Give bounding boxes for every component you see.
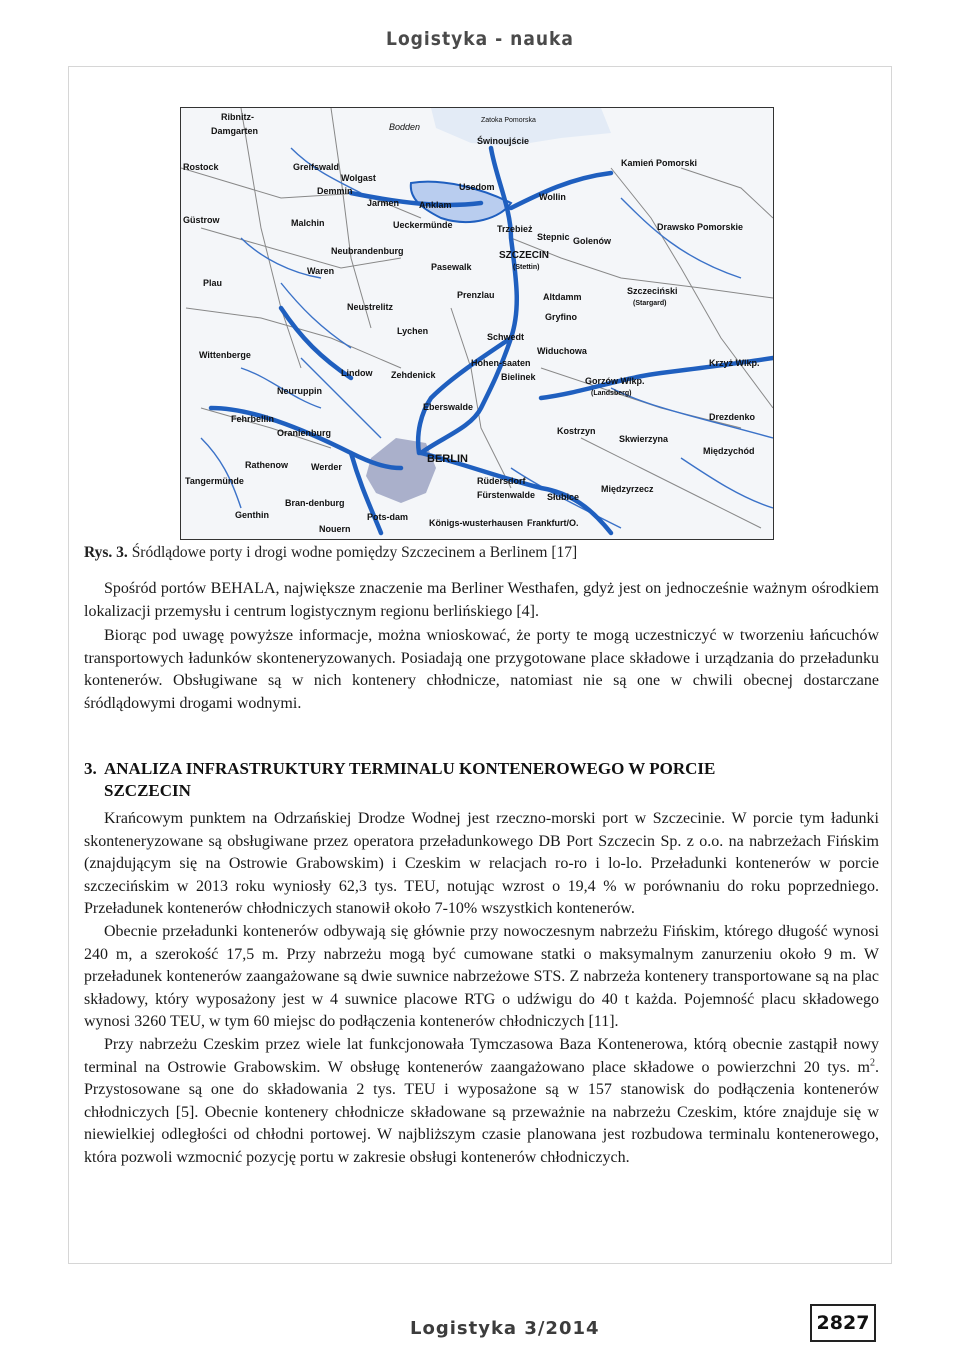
map-label-damgarten: Damgarten xyxy=(211,126,259,136)
map-label-stettin: (Stettin) xyxy=(513,264,540,271)
map-label-zehdenick: Zehdenick xyxy=(391,370,436,380)
map-label-neuruppin: Neuruppin xyxy=(277,386,322,396)
map-label-skwierzyna: Skwierzyna xyxy=(619,434,669,444)
paragraph-conclusion: Biorąc pod uwagę powyższe informacje, można wnioskować, że porty te mogą uczestniczyć w tworzeniu łańcuchów transportowych ładunków skonteneryzowanych. Posiadają one przygotowane place składowe i urządzania do przeładunku kontenerów. Obsługiwane są w nich kontenery chłodnicze, natomiast nie są one w chwili obecnej dostarczane śródlądowymi drogami wodnymi. xyxy=(84,627,879,712)
area-unit-superscript: 2 xyxy=(870,1057,875,1069)
map-label-kamien: Kamień Pomorski xyxy=(621,158,698,168)
map-label-wolgast: Wolgast xyxy=(341,173,376,183)
map-label-landsberg: (Landsberg) xyxy=(591,390,632,397)
paragraph-westhafen: Spośród portów BEHALA, największe znaczenie ma Berliner Westhafen, gdyż jest on jednocześnie ważnym ośrodkiem lokalizacji przemysłu i centrum logistycznym regionu berlińskiego [4]. xyxy=(84,580,879,620)
map-label-tangermunde: Tangermünde xyxy=(185,476,244,486)
map-label-trzebiez: Trzebież xyxy=(497,224,533,234)
map-label-drawsko: Drawsko Pomorskie xyxy=(657,222,744,232)
section-title-line1: ANALIZA INFRASTRUKTURY TERMINALU KONTENEROWEGO W PORCIE xyxy=(104,759,716,778)
map-label-widuchowa: Widuchowa xyxy=(537,346,587,356)
paragraph-czech-quay-a: Przy nabrzeżu Czeskim przez wiele lat funkcjonowała Tymczasowa Baza Kontenerowa, którą obecnie zastąpił nowy terminal na Ostrowie Grabowskim. W obsługę kontenerów zaangażowano place składowe o powierzchni 20 tys. m xyxy=(84,1035,879,1076)
map-label-swinoujscie: Świnoujście xyxy=(477,136,530,146)
map-label-genthin: Genthin xyxy=(235,510,269,520)
map-label-demmin: Demmin xyxy=(317,186,353,196)
map-label-rudersdorf: Rüdersdorf xyxy=(477,476,526,486)
map-label-plau: Plau xyxy=(203,278,223,288)
paragraph-port-szczecin: Krańcowym punktem na Odrzańskiej Drodze Wodnej jest rzeczno-morski port w Szczecinie. W porcie tym ładunki skonteneryzowane są obsługiwane przez operatora przeładunkowego DB Port Szczecin Sp. z o.o. na nabrzeżach Fińskim (znajdującym się na Ostrowie Grabowskim) i Czeskim w relacjach ro-ro i lo-lo. Przeładunki kontenerów w porcie szczecińskim w 2013 roku wyniosły 62,3 tys. TEU, notując wzrost o 19,4 % w porównaniu do roku poprzedniego. Przeładunek kontenerów chłodniczych stanowił około 7-10% wszystkich kontenerów. xyxy=(84,810,879,918)
map-label-altdamm: Altdamm xyxy=(543,292,582,302)
paragraph-finnish-quay: Obecnie przeładunki kontenerów odbywają się głównie przy nowoczesnym nabrzeżu Fińskim, którego długość wynosi 240 m, a szerokość 17,5 m. Przy nabrzeżu mogą być cumowane statki o maksymalnym zanurzeniu około 9 m. W przeładunek kontenerów zaangażowane są dwie suwnice nabrzeżowe STS. Z nabrzeża kontenery transportowane są na plac składowy, który wyposażony jest w 4 suwnice placowe RTG o udźwigu do 40 t każda. Pojemność placu składowego wynosi 3260 TEU, w tym 60 miejsc do podłączenia kontenerów chłodniczych [11]. xyxy=(84,922,879,1031)
map-label-jarmen: Jarmen xyxy=(367,198,400,208)
map-label-bielinek: Bielinek xyxy=(501,372,536,382)
map-label-schwedt: Schwedt xyxy=(487,332,525,342)
map-label-gustrow: Güstrow xyxy=(183,215,220,225)
journal-header: Logistyka - nauka xyxy=(386,28,574,50)
map-label-rathenow: Rathenow xyxy=(245,460,289,470)
map-label-stepnic: Stepnic xyxy=(537,232,570,242)
map-label-slubice: Słubice xyxy=(547,492,580,502)
map-label-usedom: Usedom xyxy=(459,182,495,192)
map-label-oranienburg: Oranienburg xyxy=(277,428,332,438)
map-label-prenzlau: Prenzlau xyxy=(457,290,495,300)
intro-paragraphs xyxy=(84,578,879,716)
map-label-stargard: (Stargard) xyxy=(633,300,667,307)
map-graphic xyxy=(181,108,773,539)
map-label-gryfino: Gryfino xyxy=(545,312,578,322)
map-label-potsdam: Pots-dam xyxy=(367,512,409,522)
map-label-ribnitz: Ribnitz- xyxy=(221,112,254,122)
map-label-neubrandenburg: Neubrandenburg xyxy=(331,246,404,256)
map-label-krzyz: Krzyż Wlkp. xyxy=(709,358,760,368)
paragraph-czech-quay xyxy=(84,1034,879,1170)
map-label-rostock: Rostock xyxy=(183,162,219,172)
map-label-waren: Waren xyxy=(307,266,335,276)
map-label-miedzychod: Międzychód xyxy=(703,446,755,456)
map-label-neustrelitz: Neustrelitz xyxy=(347,302,394,312)
map-label-wittenberge: Wittenberge xyxy=(199,350,251,360)
map-label-lindow: Lindow xyxy=(341,368,373,378)
waterways-map xyxy=(180,107,774,540)
map-label-lychen: Lychen xyxy=(397,326,429,336)
section-heading xyxy=(84,758,879,802)
map-label-anklam: Anklam xyxy=(419,200,452,210)
map-label-berlin: BERLIN xyxy=(427,453,468,465)
map-label-konigswusterhausen: Königs-wusterhausen xyxy=(429,518,524,528)
journal-footer: Logistyka 3/2014 xyxy=(410,1318,600,1339)
map-label-furstenwalde: Fürstenwalde xyxy=(477,490,536,500)
map-label-kostrzyn: Kostrzyn xyxy=(557,426,596,436)
map-label-wollin: Wollin xyxy=(539,192,566,202)
map-label-golenow: Golenów xyxy=(573,236,611,246)
map-label-werder: Werder xyxy=(311,462,342,472)
page-number: 2827 xyxy=(810,1304,876,1342)
map-label-miedzyrzecz: Międzyrzecz xyxy=(601,484,654,494)
map-label-gorzow: Gorzów Wlkp. xyxy=(585,376,645,386)
map-label-fehrbellin: Fehrbellin xyxy=(231,414,275,424)
figure-caption-prefix: Rys. 3. xyxy=(84,544,128,561)
map-label-bodden: Bodden xyxy=(389,122,421,132)
map-label-szczecin: SZCZECIN xyxy=(499,250,549,261)
figure-caption-text: Śródlądowe porty i drogi wodne pomiędzy Szczecinem a Berlinem [17] xyxy=(131,544,578,561)
map-label-pasewalk: Pasewalk xyxy=(431,262,472,272)
map-label-ueckermunde: Ueckermünde xyxy=(393,220,453,230)
map-label-szczecinski: Szczeciński xyxy=(627,286,678,296)
section-paragraphs xyxy=(84,808,879,1170)
section-title-line2: SZCZECIN xyxy=(104,781,191,800)
map-label-brandenburg: Bran-denburg xyxy=(285,498,345,508)
figure-caption xyxy=(84,544,577,562)
map-label-nouern: Nouern xyxy=(319,524,351,534)
map-label-frankfurt: Frankfurt/O. xyxy=(527,518,579,528)
map-label-malchin: Malchin xyxy=(291,218,325,228)
map-label-greifswald: Greifswald xyxy=(293,162,340,172)
paragraph-czech-quay-b: . Przystosowane są one do składowania 2 tys. TEU i wyposażone są w 157 stanowisk do podłączenia kontenerów chłodniczych [5]. Obecnie kontenery chłodnicze składowane są przeważnie na nabrzeżu Czeskim, które znajduje się w niewielkiej odległości od chłodni portowej. W najbliższym czasie planowana jest rozbudowa terminalu kontenerowego, która pozwoli wzmocnić pozycję portu w zakresie obsługi kontenerów chłodniczych. xyxy=(84,1058,879,1166)
map-label-zatoka: Zatoka Pomorska xyxy=(481,117,536,124)
map-label-hohensaaten: Hohen-saaten xyxy=(471,358,531,368)
section-number: 3. xyxy=(84,759,97,778)
map-label-eberswalde: Eberswalde xyxy=(423,402,474,412)
map-label-drezdenko: Drezdenko xyxy=(709,412,756,422)
